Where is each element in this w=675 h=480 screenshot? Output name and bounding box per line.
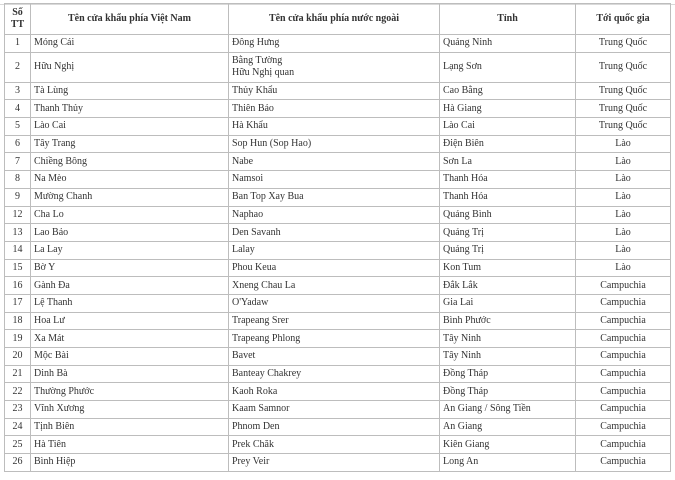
table-row: [5, 52, 671, 82]
cell-foreign-gate: [229, 52, 440, 82]
cell-country: Lào: [576, 241, 671, 259]
cell-vietnam-gate: Bờ Y: [31, 259, 229, 277]
table-row: [5, 277, 671, 295]
cell-country: Lào: [576, 259, 671, 277]
table-row: [5, 365, 671, 383]
foreign-gate-name: Hà Khẩu: [232, 120, 268, 132]
cell-vietnam-gate: Thường Phước: [31, 383, 229, 401]
cell-province: Long An: [440, 454, 576, 472]
cell-vietnam-gate: Na Mèo: [31, 171, 229, 189]
cell-country: Campuchia: [576, 330, 671, 348]
cell-country: Campuchia: [576, 436, 671, 454]
cell-no: 15: [5, 259, 31, 277]
cell-country: Campuchia: [576, 418, 671, 436]
cell-country: Lào: [576, 135, 671, 153]
table-row: [5, 418, 671, 436]
cell-foreign-gate: [229, 277, 440, 295]
cell-vietnam-gate: Mường Chanh: [31, 188, 229, 206]
cell-country: Campuchia: [576, 383, 671, 401]
cell-country: Campuchia: [576, 348, 671, 366]
cell-province: Gia Lai: [440, 294, 576, 312]
cell-country: Campuchia: [576, 294, 671, 312]
foreign-gate-name: Thủy Khẩu: [232, 85, 278, 97]
table-row: [5, 454, 671, 472]
cell-no: 7: [5, 153, 31, 171]
table-row: [5, 436, 671, 454]
cell-province: Kiên Giang: [440, 436, 576, 454]
cell-country: Trung Quốc: [576, 82, 671, 100]
cell-vietnam-gate: Chiềng Bông: [31, 153, 229, 171]
foreign-gate-name: Hữu Nghị quan: [232, 67, 295, 79]
foreign-gate-name: Kaam Samnor: [232, 403, 290, 415]
foreign-gate-name: Phou Keua: [232, 261, 277, 273]
cell-no: 22: [5, 383, 31, 401]
header-foreign-gate: Tên cửa khẩu phía nước ngoài: [229, 4, 440, 35]
cell-vietnam-gate: Lào Cai: [31, 118, 229, 136]
cell-vietnam-gate: Hoa Lư: [31, 312, 229, 330]
border-gates-table: [4, 3, 671, 472]
cell-vietnam-gate: Thanh Thủy: [31, 100, 229, 118]
cell-no: 1: [5, 35, 31, 53]
cell-province: Lào Cai: [440, 118, 576, 136]
cell-province: Đồng Tháp: [440, 365, 576, 383]
header-country: Tới quốc gia: [576, 4, 671, 35]
cell-no: 18: [5, 312, 31, 330]
table-row: [5, 401, 671, 419]
cell-no: 16: [5, 277, 31, 295]
cell-province: Thanh Hóa: [440, 171, 576, 189]
cell-vietnam-gate: Gành Đa: [31, 277, 229, 295]
cell-foreign-gate: [229, 118, 440, 136]
cell-country: Lào: [576, 171, 671, 189]
foreign-gate-name: Den Savanh: [232, 226, 281, 238]
foreign-gate-name: Prek Chăk: [232, 438, 274, 450]
foreign-gate-name: Trapeang Srer: [232, 314, 289, 326]
cell-foreign-gate: [229, 348, 440, 366]
cell-foreign-gate: [229, 171, 440, 189]
cell-foreign-gate: [229, 35, 440, 53]
foreign-gate-name: Nabe: [232, 155, 254, 167]
cell-vietnam-gate: Mộc Bài: [31, 348, 229, 366]
cell-country: Campuchia: [576, 401, 671, 419]
foreign-gate-name: Bằng Tường: [232, 55, 283, 67]
table-row: [5, 206, 671, 224]
cell-foreign-gate: [229, 383, 440, 401]
cell-province: Lạng Sơn: [440, 52, 576, 82]
foreign-gate-name: Thiên Bảo: [232, 102, 274, 114]
cell-no: 19: [5, 330, 31, 348]
header-no: Số TT: [5, 4, 31, 35]
foreign-gate-name: Trapeang Phlong: [232, 332, 301, 344]
cell-no: 13: [5, 224, 31, 242]
table-row: [5, 224, 671, 242]
cell-foreign-gate: [229, 330, 440, 348]
table-row: [5, 135, 671, 153]
cell-foreign-gate: [229, 188, 440, 206]
cell-foreign-gate: [229, 365, 440, 383]
cell-foreign-gate: [229, 100, 440, 118]
cell-vietnam-gate: Tà Lùng: [31, 82, 229, 100]
cell-country: Lào: [576, 153, 671, 171]
cell-country: Campuchia: [576, 454, 671, 472]
table-row: [5, 82, 671, 100]
cell-country: Trung Quốc: [576, 35, 671, 53]
cell-vietnam-gate: Hữu Nghị: [31, 52, 229, 82]
table-row: [5, 35, 671, 53]
cell-province: Đắk Lắk: [440, 277, 576, 295]
cell-vietnam-gate: Dinh Bà: [31, 365, 229, 383]
cell-province: Kon Tum: [440, 259, 576, 277]
cell-vietnam-gate: Lệ Thanh: [31, 294, 229, 312]
table-row: [5, 348, 671, 366]
table-row: [5, 259, 671, 277]
cell-no: 20: [5, 348, 31, 366]
cell-no: 17: [5, 294, 31, 312]
cell-no: 24: [5, 418, 31, 436]
cell-foreign-gate: [229, 135, 440, 153]
table-row: [5, 171, 671, 189]
cell-foreign-gate: [229, 294, 440, 312]
cell-province: Tây Ninh: [440, 330, 576, 348]
foreign-gate-name: Đông Hưng: [232, 37, 280, 49]
table-row: [5, 241, 671, 259]
cell-vietnam-gate: Cha Lo: [31, 206, 229, 224]
header-row: [5, 4, 671, 35]
cell-vietnam-gate: Tây Trang: [31, 135, 229, 153]
cell-province: Quảng Trị: [440, 224, 576, 242]
cell-foreign-gate: [229, 454, 440, 472]
table-row: [5, 312, 671, 330]
cell-country: Trung Quốc: [576, 52, 671, 82]
foreign-gate-name: Namsoi: [232, 173, 264, 185]
foreign-gate-name: Kaoh Roka: [232, 385, 278, 397]
cell-foreign-gate: [229, 401, 440, 419]
cell-no: 2: [5, 52, 31, 82]
cell-foreign-gate: [229, 224, 440, 242]
cell-province: Quảng Ninh: [440, 35, 576, 53]
cell-province: Thanh Hóa: [440, 188, 576, 206]
cell-province: Đồng Tháp: [440, 383, 576, 401]
cell-vietnam-gate: La Lay: [31, 241, 229, 259]
table-row: [5, 153, 671, 171]
cell-no: 4: [5, 100, 31, 118]
foreign-gate-name: Sop Hun (Sop Hao): [232, 138, 312, 150]
cell-country: Lào: [576, 188, 671, 206]
cell-no: 26: [5, 454, 31, 472]
table-row: [5, 188, 671, 206]
cell-country: Trung Quốc: [576, 100, 671, 118]
foreign-gate-name: Naphao: [232, 208, 264, 220]
cell-no: 8: [5, 171, 31, 189]
cell-country: Campuchia: [576, 277, 671, 295]
header-province: Tỉnh: [440, 4, 576, 35]
cell-foreign-gate: [229, 436, 440, 454]
cell-country: Lào: [576, 206, 671, 224]
table-header: [5, 4, 671, 35]
table-body: [5, 35, 671, 472]
cell-no: 14: [5, 241, 31, 259]
cell-foreign-gate: [229, 153, 440, 171]
foreign-gate-name: Bavet: [232, 350, 256, 362]
cell-no: 12: [5, 206, 31, 224]
table-row: [5, 330, 671, 348]
cell-vietnam-gate: Xa Mát: [31, 330, 229, 348]
cell-province: Hà Giang: [440, 100, 576, 118]
cell-foreign-gate: [229, 259, 440, 277]
foreign-gate-name: Phnom Den: [232, 421, 280, 433]
cell-vietnam-gate: Lao Bảo: [31, 224, 229, 242]
cell-province: Điện Biên: [440, 135, 576, 153]
cell-province: An Giang / Sông Tiền: [440, 401, 576, 419]
cell-province: Quảng Trị: [440, 241, 576, 259]
table-row: [5, 100, 671, 118]
table-row: [5, 294, 671, 312]
foreign-gate-name: Prey Veir: [232, 456, 270, 468]
foreign-gate-name: O'Yadaw: [232, 297, 269, 309]
cell-foreign-gate: [229, 241, 440, 259]
foreign-gate-name: Ban Top Xay Bua: [232, 191, 304, 203]
cell-no: 3: [5, 82, 31, 100]
cell-no: 23: [5, 401, 31, 419]
cell-vietnam-gate: Vĩnh Xương: [31, 401, 229, 419]
cell-foreign-gate: [229, 82, 440, 100]
cell-country: Campuchia: [576, 312, 671, 330]
header-vietnam-gate: Tên cửa khẩu phía Việt Nam: [31, 4, 229, 35]
foreign-gate-name: Xneng Chau La: [232, 279, 296, 291]
cell-vietnam-gate: Bình Hiệp: [31, 454, 229, 472]
table-row: [5, 118, 671, 136]
foreign-gate-name: Banteay Chakrey: [232, 368, 302, 380]
cell-country: Trung Quốc: [576, 118, 671, 136]
cell-province: An Giang: [440, 418, 576, 436]
foreign-gate-name: Lalay: [232, 244, 255, 256]
cell-country: Lào: [576, 224, 671, 242]
cell-no: 6: [5, 135, 31, 153]
cell-province: Sơn La: [440, 153, 576, 171]
cell-vietnam-gate: Hà Tiên: [31, 436, 229, 454]
cell-no: 25: [5, 436, 31, 454]
cell-foreign-gate: [229, 206, 440, 224]
cell-country: Campuchia: [576, 365, 671, 383]
cell-vietnam-gate: Tịnh Biên: [31, 418, 229, 436]
cell-no: 21: [5, 365, 31, 383]
cell-province: Cao Bằng: [440, 82, 576, 100]
cell-province: Bình Phước: [440, 312, 576, 330]
cell-no: 9: [5, 188, 31, 206]
table-row: [5, 383, 671, 401]
cell-province: Quảng Bình: [440, 206, 576, 224]
cell-vietnam-gate: Móng Cái: [31, 35, 229, 53]
cell-province: Tây Ninh: [440, 348, 576, 366]
cell-foreign-gate: [229, 418, 440, 436]
cell-foreign-gate: [229, 312, 440, 330]
cell-no: 5: [5, 118, 31, 136]
